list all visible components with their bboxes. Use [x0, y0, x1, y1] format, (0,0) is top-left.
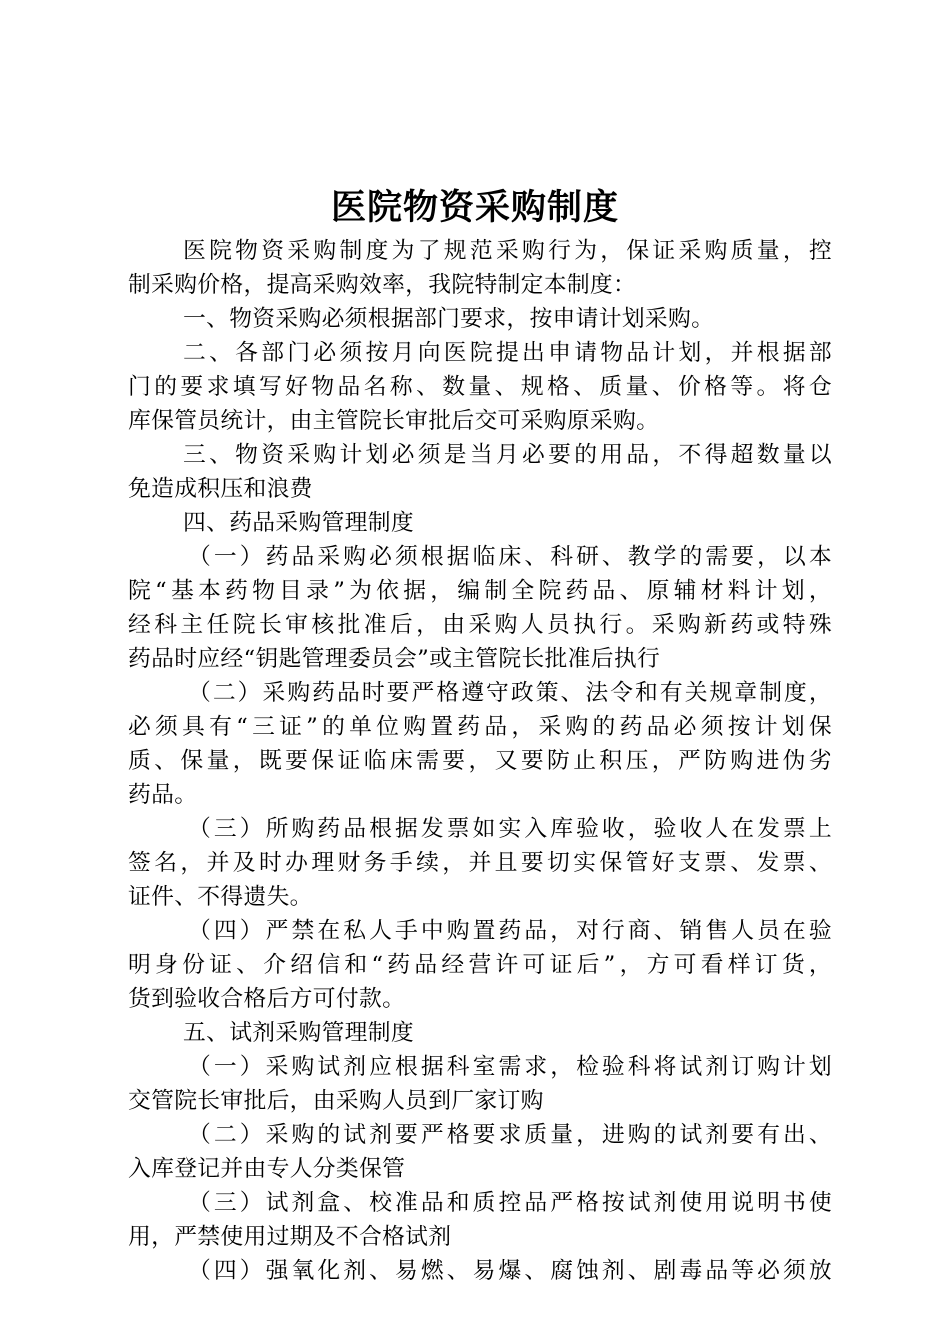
document-body — [128, 234, 832, 1288]
body-line: 三、物资采购计划必须是当月必要的用品，不得超数量以 — [183, 442, 832, 468]
body-line: 药品时应经“钥匙管理委员会”或主管院长批准后执行 — [128, 646, 661, 672]
body-line: 入库登记并由专人分类保管 — [128, 1156, 406, 1182]
body-line: 签名，并及时办理财务手续，并且要切实保管好支票、发票、 — [128, 850, 832, 876]
document-title: 医院物资采购制度 — [330, 188, 619, 228]
body-line: 药品。 — [128, 782, 198, 808]
body-line: 制采购价格，提高采购效率，我院特制定本制度： — [128, 272, 637, 298]
body-line: （三）试剂盒、校准品和质控品严格按试剂使用说明书使 — [188, 1190, 832, 1216]
body-line: 经科主任院长审核批准后，由采购人员执行。采购新药或特殊 — [128, 612, 832, 638]
body-line: 货到验收合格后方可付款。 — [128, 986, 406, 1012]
body-line: 门的要求填写好物品名称、数量、规格、质量、价格等。将仓 — [128, 374, 832, 400]
body-line: （一）采购试剂应根据科室需求，检验科将试剂订购计划 — [188, 1054, 832, 1080]
body-line: 四、药品采购管理制度 — [183, 510, 414, 536]
body-line: （二）采购药品时要严格遵守政策、法令和有关规章制度， — [188, 680, 832, 706]
body-line: （四）严禁在私人手中购置药品，对行商、销售人员在验 — [188, 918, 832, 944]
body-line: （三）所购药品根据发票如实入库验收，验收人在发票上 — [188, 816, 832, 842]
body-line: 院“基本药物目录”为依据，编制全院药品、原辅材料计划， — [128, 578, 832, 604]
body-line: 明身份证、介绍信和“药品经营许可证后”，方可看样订货， — [128, 952, 832, 978]
body-line: （一）药品采购必须根据临床、科研、教学的需要，以本 — [188, 544, 832, 570]
body-line: 质、保量，既要保证临床需要，又要防止积压，严防购进伪劣 — [128, 748, 832, 774]
body-line: 医院物资采购制度为了规范采购行为，保证采购质量，控 — [183, 238, 832, 264]
body-line: 免造成积压和浪费 — [128, 476, 313, 502]
body-line: 一、物资采购必须根据部门要求，按申请计划采购。 — [183, 306, 715, 332]
body-line: 交管院长审批后，由采购人员到厂家订购 — [128, 1088, 544, 1114]
body-line: 用，严禁使用过期及不合格试剂 — [128, 1224, 452, 1250]
body-line: 二、各部门必须按月向医院提出申请物品计划，并根据部 — [183, 340, 832, 366]
body-line: 五、试剂采购管理制度 — [183, 1020, 414, 1046]
body-line: 库保管员统计，由主管院长审批后交可采购原采购。 — [128, 408, 660, 434]
body-line: 证件、不得遗失。 — [128, 884, 313, 910]
body-line: （四）强氧化剂、易燃、易爆、腐蚀剂、剧毒品等必须放 — [188, 1258, 832, 1284]
body-line: 必须具有“三证”的单位购置药品，采购的药品必须按计划保 — [128, 714, 832, 740]
body-line: （二）采购的试剂要严格要求质量，进购的试剂要有出、 — [188, 1122, 832, 1148]
